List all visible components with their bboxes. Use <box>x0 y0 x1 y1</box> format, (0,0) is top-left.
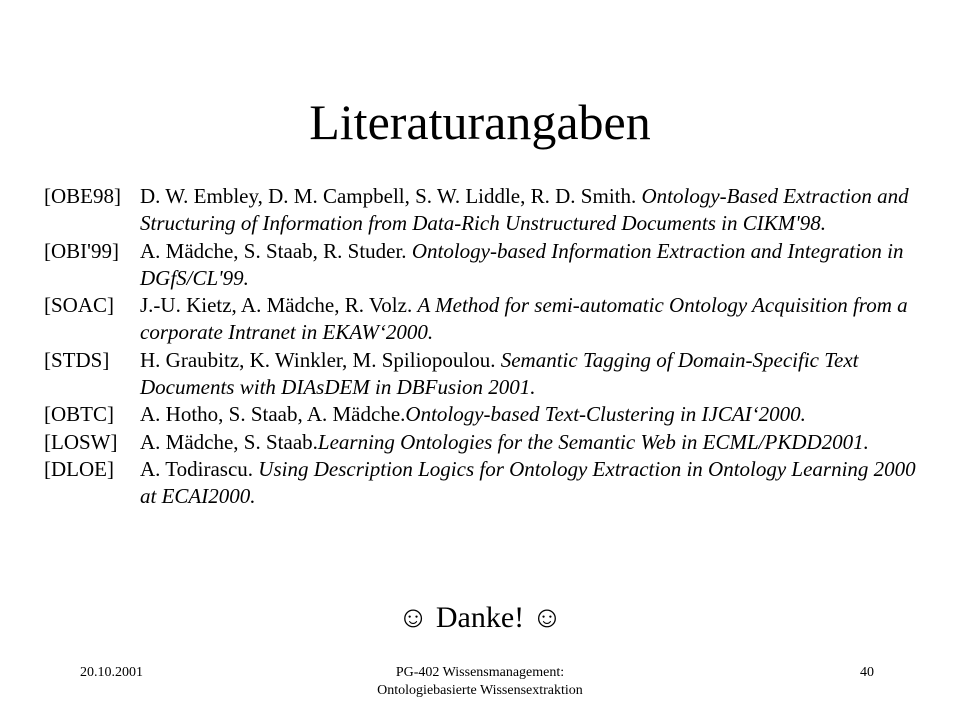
reference-entry <box>44 456 924 511</box>
reference-entry <box>44 292 924 347</box>
reference-key: [LOSW] <box>44 429 118 454</box>
reference-text <box>140 347 924 402</box>
footer-date: 20.10.2001 <box>80 665 143 680</box>
reference-title: Using Description Logics for Ontology Extraction in Ontology Learning 2000 at ECAI2000. <box>140 456 916 509</box>
reference-title: Learning Ontologies for the Semantic Web in ECML/PKDD2001. <box>317 429 869 454</box>
footer-course-line: PG-402 Wissensmanagement: <box>395 665 565 680</box>
reference-title: Semantic Tagging of Domain-Specific Text Documents with DIAsDEM in DBFusion 2001. <box>140 347 859 400</box>
smiley-icon: ☺ <box>397 601 429 634</box>
reference-title: Ontology-Based Extraction and Structuring of Information from Data-Rich Unstructured Documents in CIKM'98. <box>140 184 909 236</box>
reference-entry <box>44 429 924 456</box>
reference-title: A Method for semi-automatic Ontology Acquisition from a corporate Intranet in EKAW‘2000. <box>140 293 908 345</box>
reference-key: [OBTC] <box>44 402 114 427</box>
reference-key: [OBI'99] <box>44 238 119 263</box>
reference-entry <box>44 183 924 238</box>
reference-authors: A. Mädche, S. Staab, R. Studer. <box>140 238 412 263</box>
reference-authors: A. Mädche, S. Staab. <box>140 429 318 454</box>
reference-entry <box>44 347 924 402</box>
footer-page-number: 40 <box>860 665 874 680</box>
reference-key: [DLOE] <box>44 456 114 481</box>
footer-course <box>330 664 630 700</box>
reference-key: [SOAC] <box>44 293 115 318</box>
reference-authors: D. W. Embley, D. M. Campbell, S. W. Liddle, R. D. Smith. <box>140 184 642 208</box>
reference-key: [STDS] <box>44 347 110 372</box>
reference-authors: A. Todirascu. <box>140 456 259 481</box>
reference-entry <box>44 401 924 428</box>
reference-authors: J.-U. Kietz, A. Mädche, R. Volz. <box>140 293 418 318</box>
reference-entry <box>44 238 924 293</box>
reference-text <box>140 401 924 428</box>
reference-key: [OBE98] <box>44 184 121 208</box>
slide-title: Literaturangaben <box>309 94 651 150</box>
reference-title: Ontology-based Text-Clustering in IJCAI‘2000. <box>405 402 806 427</box>
reference-list <box>44 183 924 511</box>
reference-text <box>140 238 924 293</box>
reference-text <box>140 429 924 456</box>
footer-course-line: Ontologiebasierte Wissensextraktion <box>377 683 583 698</box>
thanks-line <box>0 598 960 638</box>
reference-title: Ontology-based Information Extraction and Integration in DGfS/CL'99. <box>140 238 904 290</box>
reference-authors: A. Hotho, S. Staab, A. Mädche. <box>140 402 406 427</box>
reference-text <box>140 183 924 238</box>
reference-text <box>140 292 924 347</box>
thanks-text: Danke! <box>435 601 525 634</box>
reference-text <box>140 456 924 511</box>
smiley-icon: ☺ <box>531 601 563 634</box>
reference-authors: H. Graubitz, K. Winkler, M. Spiliopoulou. <box>140 347 501 372</box>
